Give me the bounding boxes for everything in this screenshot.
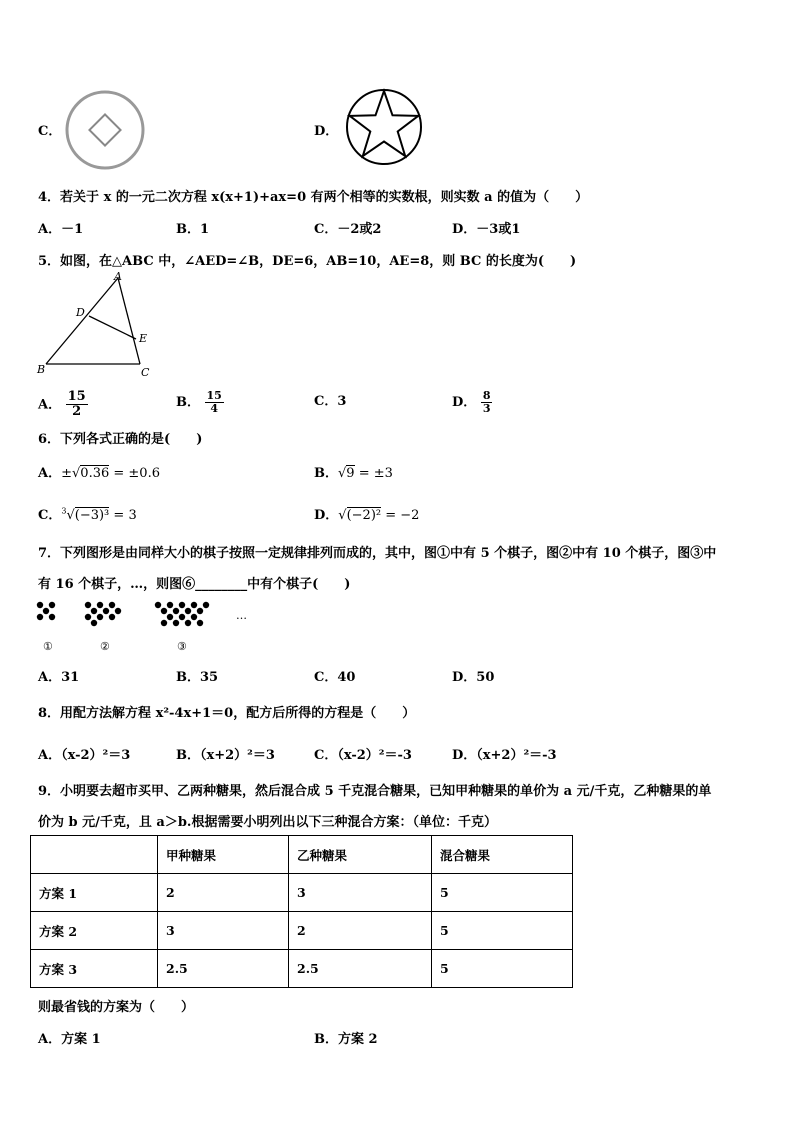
sqrt-icon: √ <box>338 466 347 481</box>
vertex-e-label: E <box>139 332 148 345</box>
vertex-c-label: C <box>141 366 150 379</box>
q6-option-a <box>38 462 160 481</box>
radicand: (−3)³ <box>74 508 110 523</box>
q5-option-a <box>38 390 88 420</box>
q6-option-a-label: A． <box>38 466 62 481</box>
fraction <box>205 390 224 415</box>
circle-star-figure <box>344 87 424 167</box>
q9-stem-line2: 价为 b 元/千克，且 a＞b.根据需要小明列出以下三种混合方案：（单位：千克） <box>38 815 497 830</box>
table-cell: 2 <box>289 912 432 950</box>
chess-pieces-figures <box>36 600 236 636</box>
root-index: 3 <box>61 506 67 516</box>
q7-stem-line1: 7．下列图形是由同样大小的棋子按照一定规律排列而成的，其中，图①中有 5 个棋子，图②中有 10 个棋子，图③中 <box>38 546 717 561</box>
figure-3-pieces <box>155 602 209 626</box>
figure-1-pieces <box>37 602 55 620</box>
q7-stem-line2: 有 16 个棋子，…，则图⑥________中有个棋子( ) <box>38 577 351 592</box>
q6-option-c-label: C． <box>38 508 62 523</box>
expr-result: = ±0.6 <box>109 466 160 481</box>
table-header-row <box>31 836 573 874</box>
expr-result: = ±3 <box>354 466 393 481</box>
figure-label-2: ② <box>100 640 110 653</box>
vertex-a-label: A <box>114 272 122 283</box>
q6-option-b <box>314 462 393 481</box>
denominator: 2 <box>72 404 82 420</box>
table-header-cell: 甲种糖果 <box>158 836 289 874</box>
q6-option-b-label: B． <box>314 466 338 481</box>
table-cell: 5 <box>432 912 573 950</box>
q5-option-d-label: D． <box>452 395 477 411</box>
q5-option-d <box>452 390 492 415</box>
table-cell: 2.5 <box>289 950 432 988</box>
fraction <box>66 390 88 420</box>
circle-square-figure <box>63 88 147 172</box>
mix-plan-table <box>30 835 573 988</box>
q9-option-a: A．方案 1 <box>38 1032 101 1047</box>
table-cell: 3 <box>158 912 289 950</box>
plus-minus: ± <box>61 466 72 481</box>
table-cell: 方案 3 <box>31 950 158 988</box>
sqrt-icon: √ <box>72 466 81 481</box>
q9-question: 则最省钱的方案为（ ） <box>38 1000 195 1015</box>
radicand: 9 <box>346 466 355 481</box>
q8-option-b: B．（x+2）²＝3 <box>176 748 275 763</box>
numerator: 8 <box>482 389 491 402</box>
q4-stem: 4．若关于 x 的一元二次方程 x(x+1)+ax=0 有两个相等的实数根，则实数 a 的值为（ ） <box>38 190 589 205</box>
q8-option-d: D．（x+2）²＝-3 <box>452 748 557 763</box>
sqrt-icon: √ <box>66 508 75 523</box>
q7-option-a: A．31 <box>38 670 80 685</box>
q6-option-d <box>314 504 419 523</box>
q4-option-a: A．－1 <box>38 222 84 237</box>
table-cell: 2 <box>158 874 289 912</box>
numerator: 15 <box>206 389 222 402</box>
q8-option-a: A．（x-2）²＝3 <box>38 748 131 763</box>
q7-option-b: B．35 <box>176 670 219 685</box>
q5-stem: 5．如图，在△ABC 中，∠AED=∠B，DE=6，AB=10，AE=8，则 BC 的长度为( ) <box>38 254 577 269</box>
figure-label-3: ③ <box>177 640 187 653</box>
fraction <box>481 390 493 415</box>
q8-option-c: C．（x-2）²＝-3 <box>314 748 412 763</box>
expr-result: = 3 <box>109 508 137 523</box>
q9-stem-line1: 9．小明要去超市买甲、乙两种糖果，然后混合成 5 千克混合糖果，已知甲种糖果的单价为 a 元/千克，乙种糖果的单 <box>38 784 712 799</box>
q7-ellipsis: … <box>236 609 247 622</box>
table-cell: 5 <box>432 874 573 912</box>
triangle-abc-figure <box>36 272 156 380</box>
sqrt-icon: √ <box>338 508 347 523</box>
denominator: 3 <box>482 402 491 416</box>
q5-option-c: C．3 <box>314 394 347 409</box>
table-cell: 5 <box>432 950 573 988</box>
q6-option-d-label: D． <box>314 508 339 523</box>
q4-option-d: D．－3或1 <box>452 222 521 237</box>
q9-option-b: B．方案 2 <box>314 1032 378 1047</box>
table-cell: 3 <box>289 874 432 912</box>
vertex-b-label: B <box>37 363 46 376</box>
table-header-cell: 混合糖果 <box>432 836 573 874</box>
q8-stem: 8．用配方法解方程 x²-4x+1＝0，配方后所得的方程是（ ） <box>38 706 416 721</box>
table-row <box>31 950 573 988</box>
q5-option-a-label: A． <box>38 397 62 413</box>
q7-option-c: C．40 <box>314 670 356 685</box>
q7-option-d: D．50 <box>452 670 495 685</box>
q4-option-b: B．1 <box>176 222 210 237</box>
figure-label-1: ① <box>43 640 53 653</box>
table-header-cell <box>31 836 158 874</box>
table-cell: 方案 2 <box>31 912 158 950</box>
table-cell: 2.5 <box>158 950 289 988</box>
table-row <box>31 874 573 912</box>
denominator: 4 <box>210 402 219 416</box>
q4-option-c: C．－2或2 <box>314 222 382 237</box>
radicand: (−2)² <box>346 508 382 523</box>
radicand: 0.36 <box>80 466 110 481</box>
table-header-cell: 乙种糖果 <box>289 836 432 874</box>
q3-option-d-label: D． <box>314 124 339 139</box>
q5-option-b <box>176 390 224 415</box>
numerator: 15 <box>67 389 86 404</box>
figure-2-pieces <box>85 602 121 626</box>
vertex-d-label: D <box>76 306 85 319</box>
q5-option-b-label: B． <box>176 395 200 411</box>
q3-option-c-label: C． <box>38 124 62 139</box>
q6-option-c <box>38 504 137 523</box>
table-row <box>31 912 573 950</box>
expr-result: = −2 <box>381 508 420 523</box>
q6-stem: 6．下列各式正确的是( ) <box>38 432 203 447</box>
table-cell: 方案 1 <box>31 874 158 912</box>
